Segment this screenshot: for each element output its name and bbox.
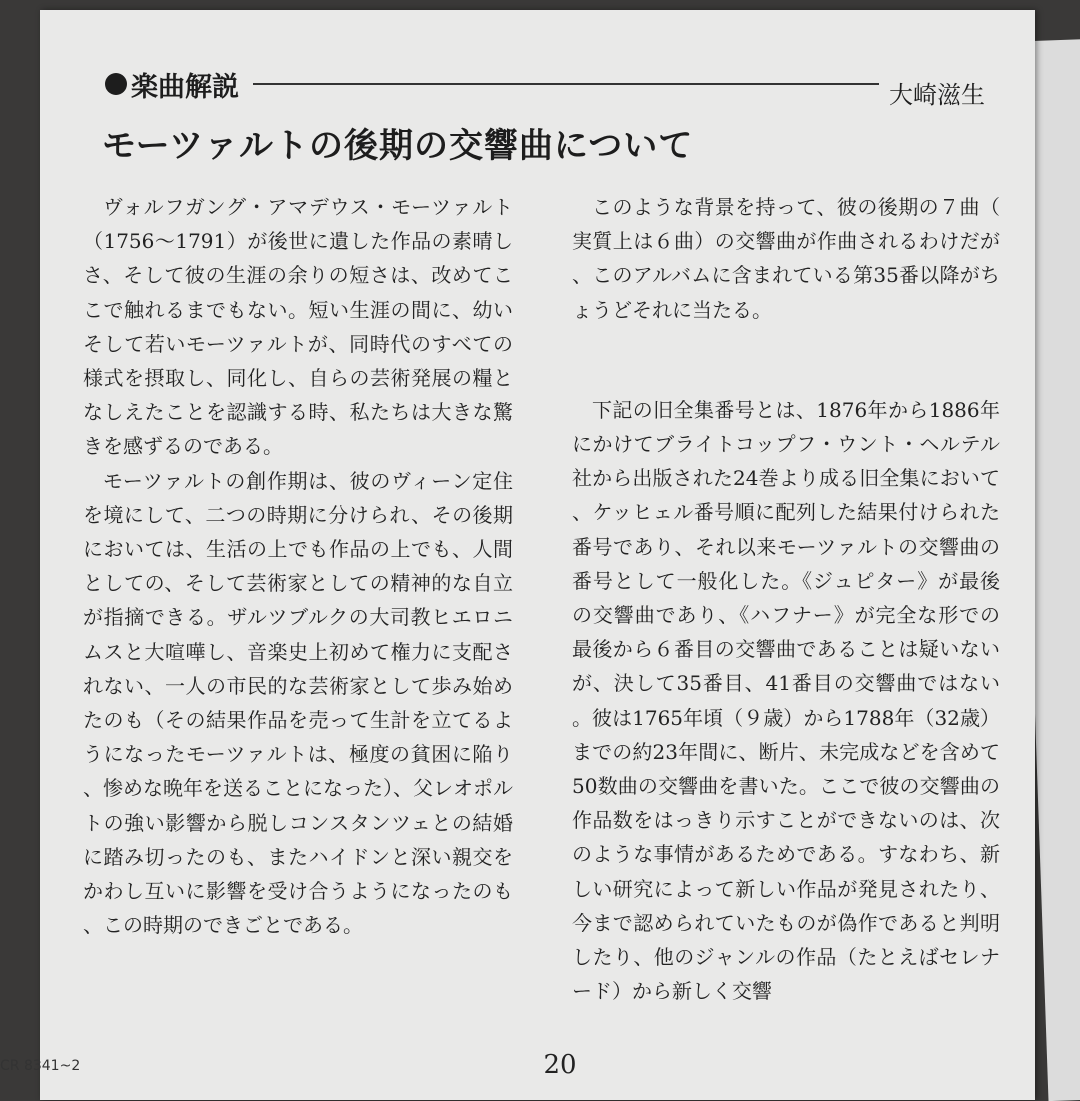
paragraph-gap [572, 327, 1000, 393]
right-column [572, 190, 1000, 1008]
section-label: 楽曲解説 [131, 71, 239, 103]
section-header [105, 62, 985, 109]
bullet-icon [105, 73, 127, 95]
left-column [83, 190, 513, 942]
page-title: モーツァルトの後期の交響曲について [102, 126, 694, 166]
right-paragraph-2: 下記の旧全集番号とは、1876年から1886年にかけてブライトコップフ・ウント・ヘルテル社から出版された24巻より成る旧全集において、ケッヒェル番号順に配列した結果付けられた番号であり、それ以来モーツァルトの交響曲の番号として一般化した。《ジュピター》が最後の交響曲であり、《ハフナー》が完全な形での最後から６番目の交響曲であることは疑いないが、決して35番目、41番目の交響曲ではない。彼は1765年頃（９歳）から1788年（32歳）までの約23年間に、断片、未完成などを含めて50数曲の交響曲を書いた。ここで彼の交響曲の作品数をはっきり示すことができないのは、次のような事情があるためである。すなわち、新しい研究によって新しい作品が発見されたり、今まで認められていたものが偽作であると判明したり、他のジャンルの作品（たとえばセレナード）から新しく交響 [572, 397, 1000, 1004]
catalog-number: CR 8341~2 [0, 1058, 81, 1074]
page-number: 20 [543, 1050, 577, 1080]
left-paragraph-2: モーツァルトの創作期は、彼のヴィーン定住を境にして、二つの時期に分けられ、その後期においては、生活の上でも作品の上でも、人間としての、そして芸術家としての精神的な自立が指摘できる。ザルツブルクの大司教ヒエロニムスと大喧嘩し、音楽史上初めて権力に支配されない、一人の市民的な芸術家として歩み始めたのも（その結果作品を売って生計を立てるようになったモーツァルトは、極度の貧困に陥り、惨めな晩年を送ることになった）、父レオポルトの強い影響から脱しコンスタンツェとの結婚に踏み切ったのも、またハイドンと深い親交をかわし互いに影響を受け合うようになったのも、この時期のできごとである。 [83, 468, 513, 938]
left-paragraph-1: ヴォルフガング・アマデウス・モーツァルト（1756～1791）が後世に遺した作品の素晴しさ、そして彼の生涯の余りの短さは、改めてここで触れるまでもない。短い生涯の間に、幼いそして若いモーツァルトが、同時代のすべての様式を摂取し、同化し、自らの芸術発展の糧となしえたことを認識する時、私たちは大きな驚きを感ずるのである。 [83, 195, 513, 459]
header-rule [253, 83, 879, 85]
author-name: 大崎滋生 [889, 80, 985, 109]
right-paragraph-1: このような背景を持って、彼の後期の７曲（実質上は６曲）の交響曲が作曲されるわけだが、このアルバムに含まれている第35番以降がちょうどそれに当たる。 [572, 195, 1000, 322]
booklet-page [40, 10, 1035, 1100]
